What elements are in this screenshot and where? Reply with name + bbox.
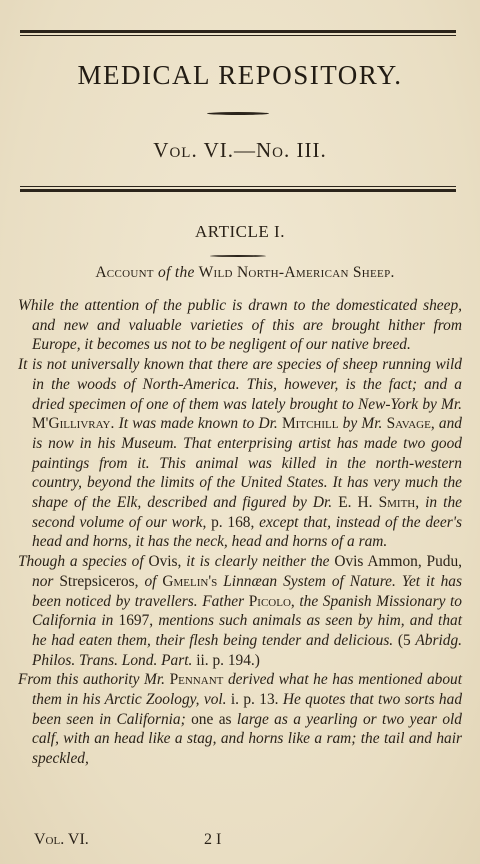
heading-part-2: of the [158,264,195,281]
article-body [18,296,462,769]
text-segment: p. 168, [211,513,255,531]
text-segment: From this authority Mr. [18,671,170,689]
text-segment: Gmelin's [162,572,218,590]
text-segment: the Spanish Missionary to California in [32,592,462,630]
text-segment: i. p. 13. [226,691,279,709]
footer-volume: Vol. VI. [34,831,89,848]
text-segment: Pennant [169,671,224,689]
text-segment: Strepsiceros, [59,572,139,590]
text-segment: M'Gillivray. [32,415,115,433]
volume-double-rule [20,186,456,192]
text-segment: of [138,572,163,590]
text-segment: nor [32,572,60,590]
text-segment: 1697, [118,612,154,630]
text-segment: large as a yearling or two year old calf, with an head like a stag, and horns like a ram; the tail and hair speckled, [32,710,462,768]
text-segment: in the second volume of our work, [32,494,462,531]
text-segment: Though a species of [18,553,149,571]
text-segment: mentions such animals as seen by him, and that he had eaten them, their flesh being tender and delicious. [32,612,462,649]
text-segment: Savage, [386,415,435,433]
paragraph [18,670,462,769]
signature-mark: 2 I [204,831,222,848]
text-segment: one as [191,710,232,728]
text-segment: Picolo, [248,592,295,610]
journal-title: MEDICAL REPOSITORY. [77,60,403,90]
heading-part-3: Wild North-American Sheep. [198,264,395,281]
article-number: ARTICLE I. [195,222,285,241]
text-segment: ii. p. 194.) [192,651,260,669]
article-heading [40,264,450,282]
text-segment: Ovis Ammon, Pudu, [334,553,462,571]
text-segment: Abridg. Philos. Trans. Lond. Part. [32,631,462,669]
text-segment: Linnæan System of Nature. Yet it has been noticed by travellers. Father [32,572,462,610]
paragraph [18,296,462,355]
title-ornament [207,112,269,115]
article-ornament [210,255,266,257]
text-segment: Ovis, [148,553,182,571]
page-footer [34,831,294,849]
text-segment: While the attention of the public is drawn to the domesticated sheep, and new and valuable varieties of this are brought hither from Europe, it becomes us not to be negligent of our native breed. [18,297,462,354]
volume-line: Vol. VI.—No. III. [153,138,327,162]
heading-part-1: Account [95,264,154,281]
text-segment: and is now in his Museum. That enterprising artist has made two good paintings from it. This animal was killed in the north-western country, beyond the limits of the United States. It has very much the shape of the Elk, described and figured by Dr. [32,415,462,512]
text-segment: E. H. Smith, [338,494,420,512]
text-segment: He quotes that two sorts had been seen in California; [32,691,463,728]
text-segment: It is not universally known that there are species of sheep running wild in the woods of North-America. This, however, is the fact; and a dried specimen of one of them was lately brought to New-York by Mr. [18,356,462,413]
text-segment: derived what he has mentioned about them in his Arctic Zoology, [32,671,462,709]
paragraph [18,355,462,552]
text-segment: Mitchill [282,415,339,433]
paragraph [18,552,462,670]
top-double-rule [20,30,456,36]
text-segment: except that, instead of the deer's head and horns, it has the neck, head and horns of a ram. [32,513,462,551]
text-segment: by Mr. [338,415,387,433]
text-segment: It was made known to Dr. [114,415,282,433]
text-segment: vol. [203,691,227,709]
text-segment: it is clearly neither the [181,553,335,571]
text-segment: (5 [397,631,416,649]
